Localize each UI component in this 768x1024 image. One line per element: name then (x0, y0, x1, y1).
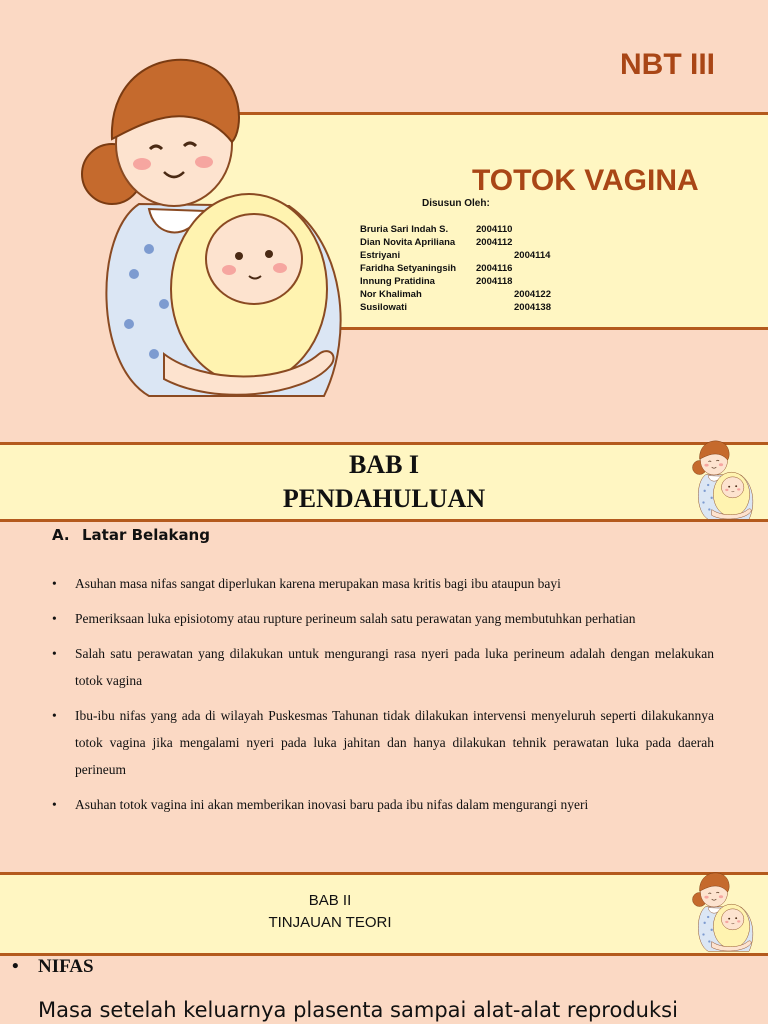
member-name: Estriyani (360, 250, 401, 261)
bullet-item: • Asuhan totok vagina ini akan memberikan inovasi baru pada ibu nifas dalam mengurangi nyeri (52, 791, 714, 818)
member-name: Innung Pratidina (360, 276, 435, 287)
title-slide (0, 0, 768, 420)
presentation-title: TOTOK VAGINA (472, 164, 699, 197)
member-nim: 2004138 (514, 302, 551, 313)
chapter-2-slide (0, 852, 768, 1024)
member-nim: 2004112 (476, 237, 513, 248)
subheading-number: A. (52, 526, 70, 544)
bullet-list (52, 570, 714, 826)
chapter-1-slide (0, 420, 768, 852)
subheading (52, 526, 210, 544)
member-row (360, 250, 580, 263)
member-nim: 2004114 (514, 250, 551, 261)
member-row (360, 302, 580, 315)
chapter-number: BAB I (348, 450, 420, 479)
member-row (360, 289, 580, 302)
topic-definition: Masa setelah keluarnya plasenta sampai alat-alat reproduksi (38, 998, 678, 1022)
bullet-item: • Ibu-ibu nifas yang ada di wilayah Puskesmas Tahunan tidak dilakukan intervensi menyeluruh seperti dilakukannya totok vagina jika mengalami nyeri pada luka jahitan dan hanya dilakukan tehnik perawatan luka pada daerah perineum (52, 702, 714, 783)
member-nim: 2004116 (476, 263, 513, 274)
subheading-text: Latar Belakang (82, 526, 210, 544)
mother-with-baby-icon (686, 432, 756, 524)
bullet-symbol: • (12, 956, 19, 977)
topic-text: NIFAS (38, 956, 94, 977)
member-nim: 2004118 (476, 276, 513, 287)
topic-heading (12, 956, 94, 978)
prepared-by-label: Disusun Oleh: (422, 198, 490, 209)
bullet-item: • Asuhan masa nifas sangat diperlukan karena merupakan masa kritis bagi ibu ataupun bayi (52, 570, 714, 597)
mother-with-baby-icon (686, 864, 756, 956)
member-nim: 2004110 (476, 224, 513, 235)
member-name: Susilowati (360, 302, 407, 313)
chapter-title: TINJAUAN TEORI (268, 914, 392, 931)
member-row (360, 263, 580, 276)
member-name: Dian Novita Apriliana (360, 237, 456, 248)
member-list (360, 224, 580, 315)
member-name: Bruria Sari Indah S. (360, 224, 449, 235)
bullet-item: • Salah satu perawatan yang dilakukan untuk mengurangi rasa nyeri pada luka perineum adalah dengan melakukan totok vagina (52, 640, 714, 694)
chapter-title: PENDAHULUAN (282, 484, 486, 513)
member-row (360, 276, 580, 289)
mother-with-baby-illustration (54, 34, 354, 404)
member-name: Faridha Setyaningsih (360, 263, 457, 274)
bullet-item: • Pemeriksaan luka episiotomy atau rupture perineum salah satu perawatan yang membutuhkan perhatian (52, 605, 714, 632)
member-nim: 2004122 (514, 289, 551, 300)
member-row (360, 237, 580, 250)
chapter-number: BAB II (308, 892, 352, 909)
course-code: NBT III (620, 48, 715, 81)
member-name: Nor Khalimah (360, 289, 422, 300)
member-row (360, 224, 580, 237)
